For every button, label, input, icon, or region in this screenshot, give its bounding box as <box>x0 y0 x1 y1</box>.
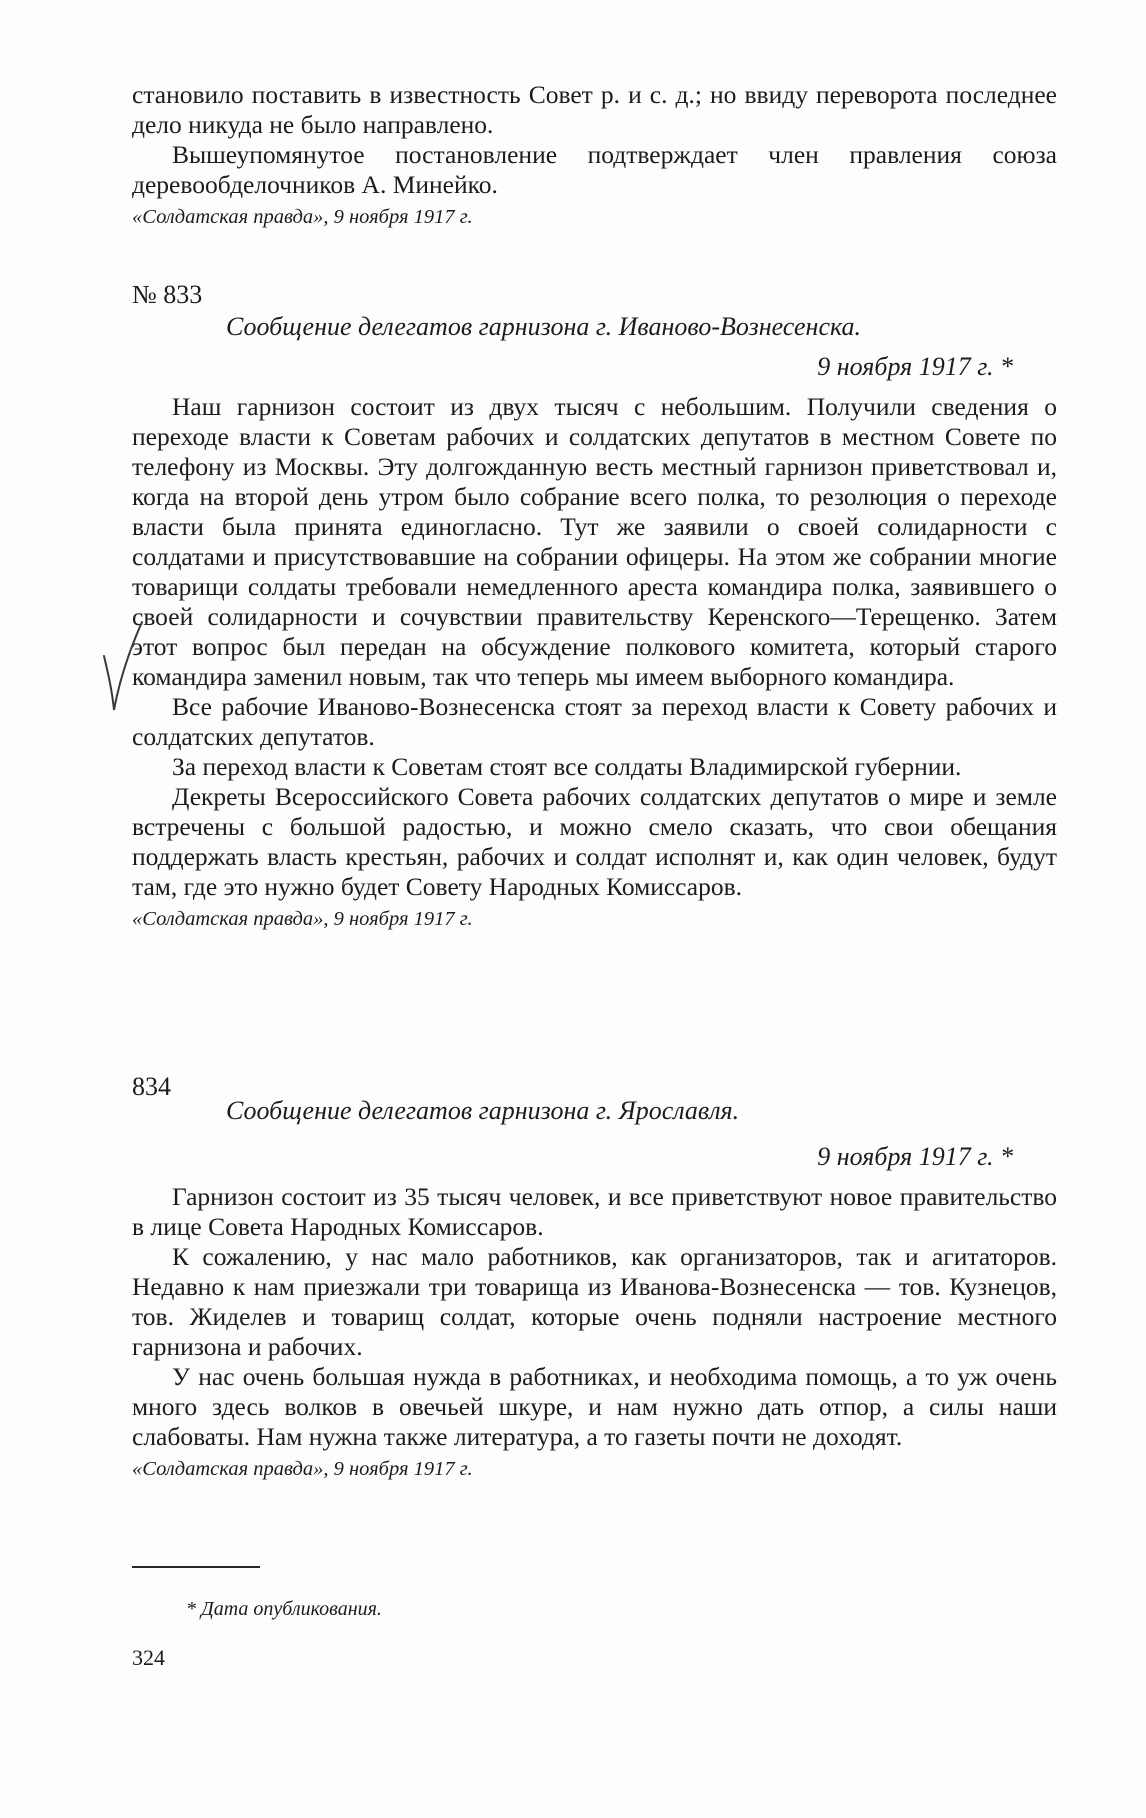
document-number: № 833 <box>132 280 203 309</box>
source-citation: «Солдатская правда», 9 ноября 1917 г. <box>132 206 473 228</box>
margin-check-mark <box>96 618 146 718</box>
body-paragraph: За переход власти к Советам стоят все солдаты Владимирской губернии. <box>172 752 962 781</box>
body-paragraph: К сожалению, у нас мало работников, как организаторов, так и агитаторов. Недавно к нам приезжали три товарища из Иванова-Вознесенска — тов. Кузнецов, тов. Жиделев и товарищ солдат, которые очень подняли настроение местного гарнизона и рабочих. <box>132 1242 1057 1361</box>
body-paragraph: У нас очень большая нужда в работниках, и необходима помощь, а то уж очень много здесь волков в овечьей шкуре, и нам нужно дать отпор, а силы наши слабоваты. Нам нужна также литература, а то газеты почти не доходят. <box>132 1362 1057 1451</box>
document-title: Сообщение делегатов гарнизона г. Ярославля. <box>226 1096 740 1125</box>
footnote: * Дата опубликования. <box>186 1598 382 1620</box>
document-body <box>132 1182 1057 1484</box>
continuation-paragraph: становило поставить в известность Совет р. и с. д.; но ввиду переворота последнее дело никуда не было направлено. <box>132 80 1057 139</box>
page-number: 324 <box>132 1645 165 1670</box>
document-body <box>132 392 1057 934</box>
body-paragraph: Все рабочие Иваново-Вознесенска стоят за переход власти к Совету рабочих и солдатских депутатов. <box>132 692 1057 751</box>
source-citation: «Солдатская правда», 9 ноября 1917 г. <box>132 1458 473 1480</box>
document-date: 9 ноября 1917 г. * <box>817 352 1013 381</box>
footnote-rule <box>132 1566 260 1568</box>
continuation-block <box>132 80 1057 232</box>
document-title: Сообщение делегатов гарнизона г. Иваново-Вознесенска. <box>226 312 861 341</box>
document-date: 9 ноября 1917 г. * <box>817 1142 1013 1171</box>
document-number: 834 <box>132 1072 171 1101</box>
body-paragraph: Гарнизон состоит из 35 тысяч человек, и все приветствуют новое правительство в лице Совета Народных Комиссаров. <box>132 1182 1057 1241</box>
body-paragraph: Наш гарнизон состоит из двух тысяч с небольшим. Получили сведения о переходе власти к Советам рабочих и солдатских депутатов в местном Совете по телефону из Москвы. Эту долгожданную весть местный гарнизон приветствовал и, когда на второй день утром было собрание всего полка, то резолюция о переходе власти была принята единогласно. Тут же заявили о своей солидарности с солдатами и присутствовавшие на собрании офицеры. На этом же собрании многие товарищи солдаты требовали немедленного ареста командира полка, заявившего о своей солидарности и сочувствии правительству Керенского—Терещенко. Затем этот вопрос был передан на обсуждение полкового комитета, который старого командира заменил новым, так что теперь мы имеем выборного командира. <box>132 392 1057 691</box>
continuation-paragraph: Вышеупомянутое постановление подтверждает член правления союза деревообделочников А. Минейко. <box>132 140 1057 199</box>
body-paragraph: Декреты Всероссийского Совета рабочих солдатских депутатов о мире и земле встречены с большой радостью, и можно смело сказать, что свои обещания поддержать власть крестьян, рабочих и солдат исполнят и, как один человек, будут там, где это нужно будет Совету Народных Комиссаров. <box>132 782 1057 901</box>
source-citation: «Солдатская правда», 9 ноября 1917 г. <box>132 908 473 930</box>
